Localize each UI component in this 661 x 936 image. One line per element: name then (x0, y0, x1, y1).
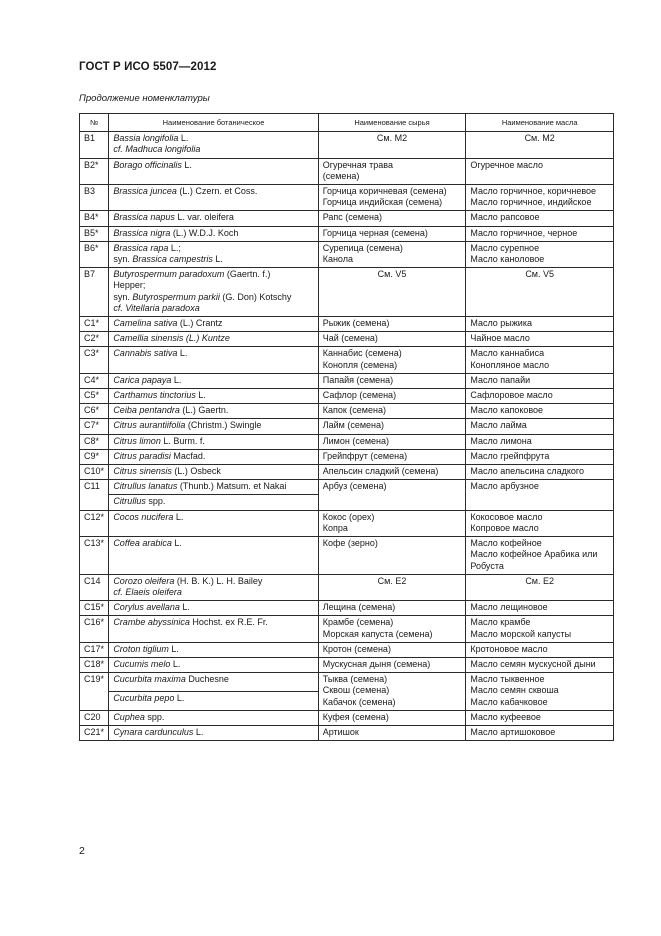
table-row (80, 185, 614, 211)
table-row (80, 574, 614, 600)
botanical-latin-name: Cannabis sativa (113, 348, 178, 359)
cell-raw-material-name: Чай (семена) (318, 332, 466, 347)
cell-raw-material-name: См. V5 (318, 268, 466, 317)
cell-botanical-name (109, 389, 318, 404)
botanical-latin-name: Brassica napus (113, 212, 175, 223)
botanical-authority-text: spp. (144, 711, 165, 722)
botanical-authority-text: L. (171, 538, 182, 549)
cell-botanical-name (109, 404, 318, 419)
cell-raw-material-name: Огуречная трава (семена) (318, 158, 466, 184)
botanical-authority-text: (L.) Crantz (177, 318, 223, 329)
cell-code: C12* (80, 510, 109, 536)
cell-botanical-name (109, 710, 318, 725)
botanical-authority-text: L. (195, 390, 206, 401)
cell-botanical-name (109, 673, 318, 692)
cell-raw-material-name: Лимон (семена) (318, 434, 466, 449)
cell-code: B3 (80, 185, 109, 211)
cell-oil-name: Огуречное масло (466, 158, 614, 184)
cell-raw-material-name: Тыква (семена) Сквош (семена) Кабачок (семена) (318, 673, 466, 711)
cell-code: C21* (80, 725, 109, 740)
cell-raw-material-name: Горчица черная (семена) (318, 226, 466, 241)
table-row (80, 347, 614, 373)
table-row (80, 642, 614, 657)
cell-code: C3* (80, 347, 109, 373)
cell-botanical-name (109, 419, 318, 434)
cell-raw-material-name: Лайм (семена) (318, 419, 466, 434)
botanical-authority-text: L. (193, 726, 204, 737)
table-row (80, 616, 614, 642)
cell-botanical-name (109, 317, 318, 332)
botanical-authority-text: L. var. oleifera (174, 212, 234, 223)
cell-oil-name: Масло семян мускусной дыни (466, 657, 614, 672)
botanical-authority-text: L. (174, 692, 185, 703)
botanical-authority-text: (L.) Czern. et Coss. (176, 186, 258, 197)
nomenclature-table (79, 113, 614, 741)
cell-raw-material-name: Артишок (318, 725, 466, 740)
table-row (80, 657, 614, 672)
table-row (80, 601, 614, 616)
table-row (80, 673, 614, 692)
cell-raw-material-name: Куфея (семена) (318, 710, 466, 725)
cell-code: C11 (80, 480, 109, 510)
cell-raw-material-name: См. E2 (318, 574, 466, 600)
botanical-latin-name: Brassica rapa (113, 242, 169, 253)
cell-code: B4* (80, 211, 109, 226)
botanical-latin-name: Citrus sinensis (113, 466, 172, 477)
botanical-authority-text: spp. (145, 496, 166, 507)
botanical-latin-name: Citrullus (113, 496, 146, 507)
table-row (80, 332, 614, 347)
cell-botanical-name (109, 132, 318, 158)
botanical-authority-text: L. (170, 658, 181, 669)
cell-raw-material-name: Папайя (семена) (318, 373, 466, 388)
table-row (80, 317, 614, 332)
botanical-latin-name: Camellia sinensis (L.) Kuntze (113, 333, 230, 344)
botanical-authority-text: L. (171, 374, 182, 385)
cell-code: B1 (80, 132, 109, 158)
botanical-authority-text: (Christm.) Swingle (185, 420, 262, 431)
botanical-latin-name: Camelina sativa (113, 318, 178, 329)
table-row (80, 419, 614, 434)
botanical-latin-name: Cucurbita maxima (113, 674, 186, 685)
cell-code: B6* (80, 241, 109, 267)
cell-oil-name: Масло рыжика (466, 317, 614, 332)
cell-raw-material-name: Капок (семена) (318, 404, 466, 419)
cell-oil-name: Масло лещиновое (466, 601, 614, 616)
botanical-authority-text: (H. B. K.) L. H. Bailey (176, 575, 263, 586)
botanical-authority-text: (L.) Osbeck (171, 466, 221, 477)
table-row (80, 373, 614, 388)
cell-oil-name: См. M2 (466, 132, 614, 158)
cell-raw-material-name: Крамбе (семена) Морская капуста (семена) (318, 616, 466, 642)
cell-code: B7 (80, 268, 109, 317)
cell-botanical-name (109, 574, 318, 600)
cell-botanical-name (109, 241, 318, 267)
table-row (80, 158, 614, 184)
cell-oil-name: Масло капоковое (466, 404, 614, 419)
botanical-latin-name: Coffea arabica (113, 538, 172, 549)
cell-botanical-name (109, 725, 318, 740)
cell-raw-material-name: Кротон (семена) (318, 642, 466, 657)
cell-code: C14 (80, 574, 109, 600)
cell-raw-material-name: См. M2 (318, 132, 466, 158)
cell-oil-name: Кокосовое масло Копровое масло (466, 510, 614, 536)
cell-botanical-name (109, 449, 318, 464)
table-row (80, 268, 614, 317)
cell-botanical-name (109, 601, 318, 616)
botanical-authority-text: L. (181, 159, 192, 170)
botanical-latin-name: Ceiba pentandra (113, 405, 180, 416)
cell-code: B5* (80, 226, 109, 241)
cell-botanical-name (109, 691, 318, 710)
table-row (80, 404, 614, 419)
cell-code: C4* (80, 373, 109, 388)
cell-raw-material-name: Апельсин сладкий (семена) (318, 465, 466, 480)
botanical-latin-name: Brassica nigra (113, 227, 171, 238)
table-row (80, 226, 614, 241)
cell-code: C10* (80, 465, 109, 480)
botanical-authority-text: Duchesne (185, 674, 229, 685)
botanical-latin-name: cf. Madhuca longifolia (113, 144, 201, 155)
table-row (80, 465, 614, 480)
table-row (80, 725, 614, 740)
cell-oil-name: См. V5 (466, 268, 614, 317)
botanical-latin-name: Brassica campestris (132, 254, 213, 265)
botanical-latin-name: Croton tiglium (113, 643, 169, 654)
cell-code: C7* (80, 419, 109, 434)
cell-botanical-name (109, 185, 318, 211)
table-row (80, 510, 614, 536)
botanical-authority-text: (L.) W.D.J. Koch (170, 227, 239, 238)
cell-code: C6* (80, 404, 109, 419)
botanical-authority-text: L. (168, 643, 179, 654)
cell-code: C2* (80, 332, 109, 347)
botanical-latin-name: Cynara cardunculus (113, 726, 194, 737)
botanical-latin-name: Citrus limon (113, 435, 161, 446)
cell-botanical-name (109, 211, 318, 226)
cell-raw-material-name: Горчица коричневая (семена) Горчица индийская (семена) (318, 185, 466, 211)
cell-code: C18* (80, 657, 109, 672)
table-body (80, 132, 614, 741)
cell-oil-name: Масло грейпфрута (466, 449, 614, 464)
table-header-row (80, 114, 614, 132)
botanical-latin-name: Carica papaya (113, 374, 172, 385)
cell-botanical-name (109, 373, 318, 388)
column-header-botanical-name: Наименование ботаническое (109, 114, 318, 132)
cell-raw-material-name: Кофе (зерно) (318, 537, 466, 575)
cell-code: C17* (80, 642, 109, 657)
botanical-latin-name: Butyrospermum paradoxum (113, 269, 225, 280)
cell-botanical-name (109, 226, 318, 241)
column-header-number: № (80, 114, 109, 132)
botanical-latin-name: Carthamus tinctorius (113, 390, 196, 401)
cell-oil-name: Масло рапсовое (466, 211, 614, 226)
botanical-authority-text: L. (212, 254, 223, 265)
cell-raw-material-name: Мускусная дыня (семена) (318, 657, 466, 672)
cell-botanical-name (109, 268, 318, 317)
botanical-authority-text: L. (179, 602, 190, 613)
botanical-latin-name: Cocos nucifera (113, 511, 174, 522)
cell-raw-material-name: Сурепица (семена) Канола (318, 241, 466, 267)
botanical-latin-name: Cucumis melo (113, 658, 171, 669)
cell-code: C13* (80, 537, 109, 575)
botanical-authority-text: L. (180, 133, 189, 144)
cell-raw-material-name: Грейпфрут (семена) (318, 449, 466, 464)
cell-oil-name: Чайное масло (466, 332, 614, 347)
botanical-latin-name: Citrullus lanatus (113, 481, 178, 492)
table-row (80, 241, 614, 267)
botanical-authority-text: (G. Don) Kotschy (222, 291, 292, 302)
botanical-authority-text: Macfad. (170, 450, 206, 461)
cell-oil-name: Масло каннабиса Конопляное масло (466, 347, 614, 373)
column-header-raw-material-name: Наименование сырья (318, 114, 466, 132)
cell-oil-name: Масло кофейное Масло кофейное Арабика или Робуста (466, 537, 614, 575)
botanical-latin-name: Citrus aurantiifolia (113, 420, 186, 431)
cell-code: C16* (80, 616, 109, 642)
cell-botanical-name (109, 158, 318, 184)
column-header-oil-name: Наименование масла (466, 114, 614, 132)
cell-code: C8* (80, 434, 109, 449)
cell-oil-name: Масло артишоковое (466, 725, 614, 740)
cell-botanical-name (109, 434, 318, 449)
cell-oil-name: Масло горчичное, коричневое Масло горчичное, индийское (466, 185, 614, 211)
botanical-authority-text: Hochst. ex R.E. Fr. (189, 617, 268, 628)
cell-oil-name: Масло крамбе Масло морской капусты (466, 616, 614, 642)
cell-raw-material-name: Рыжик (семена) (318, 317, 466, 332)
cell-oil-name: Масло горчичное, черное (466, 226, 614, 241)
cell-code: C15* (80, 601, 109, 616)
cell-code: C20 (80, 710, 109, 725)
cell-raw-material-name: Лещина (семена) (318, 601, 466, 616)
cell-raw-material-name: Сафлор (семена) (318, 389, 466, 404)
cell-oil-name: См. E2 (466, 574, 614, 600)
document-title: ГОСТ Р ИСО 5507—2012 (79, 61, 217, 73)
table-row (80, 211, 614, 226)
cell-code: C1* (80, 317, 109, 332)
cell-botanical-name (109, 642, 318, 657)
botanical-latin-name: Brassica juncea (113, 186, 177, 197)
cell-botanical-name (109, 465, 318, 480)
cell-code: B2* (80, 158, 109, 184)
botanical-authority-text: L. (173, 511, 184, 522)
botanical-authority-text: L.; syn. (113, 242, 181, 265)
botanical-latin-name: cf. Vitellaria paradoxa (113, 302, 200, 313)
cell-oil-name: Масло сурепное Масло каноловое (466, 241, 614, 267)
cell-botanical-name (109, 480, 318, 495)
table-row (80, 434, 614, 449)
table-row (80, 480, 614, 495)
botanical-latin-name: Crambe abyssinica (113, 617, 190, 628)
cell-botanical-name (109, 616, 318, 642)
botanical-authority-text: L. (177, 348, 188, 359)
cell-oil-name: Масло тыквенное Масло семян сквоша Масло кабачковое (466, 673, 614, 711)
botanical-authority-text: L. Burm. f. (160, 435, 205, 446)
cell-oil-name: Масло арбузное (466, 480, 614, 510)
cell-botanical-name (109, 332, 318, 347)
cell-botanical-name (109, 347, 318, 373)
botanical-latin-name: Cuphea (113, 711, 145, 722)
cell-botanical-name (109, 510, 318, 536)
cell-oil-name: Масло апельсина сладкого (466, 465, 614, 480)
botanical-latin-name: Corylus avellana (113, 602, 180, 613)
page-number: 2 (79, 845, 85, 857)
cell-code: C5* (80, 389, 109, 404)
botanical-latin-name: Citrus paradisi (113, 450, 171, 461)
cell-raw-material-name: Каннабис (семена) Конопля (семена) (318, 347, 466, 373)
cell-oil-name: Масло куфеевое (466, 710, 614, 725)
botanical-latin-name: Cucurbita pepo (113, 692, 175, 703)
table-row (80, 710, 614, 725)
cell-oil-name: Масло папайи (466, 373, 614, 388)
botanical-latin-name: cf. Elaeis oleifera (113, 586, 182, 597)
cell-raw-material-name: Рапс (семена) (318, 211, 466, 226)
cell-oil-name: Кротоновое масло (466, 642, 614, 657)
cell-botanical-name (109, 657, 318, 672)
cell-oil-name: Масло лимона (466, 434, 614, 449)
botanical-authority-text: (Thunb.) Matsum. et Nakai (177, 481, 287, 492)
cell-raw-material-name: Кокос (орех) Копра (318, 510, 466, 536)
botanical-latin-name: Butyrospermum parkii (132, 291, 220, 302)
cell-botanical-name (109, 495, 318, 510)
botanical-authority-text: (L.) Gaertn. (179, 405, 229, 416)
cell-botanical-name (109, 537, 318, 575)
table-continuation-caption: Продолжение номенклатуры (79, 93, 210, 104)
botanical-latin-name: Bassia longifolia (113, 133, 179, 144)
cell-raw-material-name: Арбуз (семена) (318, 480, 466, 510)
cell-code: C19* (80, 673, 109, 711)
botanical-latin-name: Borago officinalis (113, 159, 182, 170)
table-row (80, 389, 614, 404)
cell-oil-name: Сафлоровое масло (466, 389, 614, 404)
botanical-authority-text: (Gaertn. f.) Hepper; syn. (113, 269, 271, 302)
cell-oil-name: Масло лайма (466, 419, 614, 434)
cell-code: C9* (80, 449, 109, 464)
table-row (80, 537, 614, 575)
table-row (80, 449, 614, 464)
botanical-latin-name: Corozo oleifera (113, 575, 175, 586)
table-row (80, 132, 614, 158)
